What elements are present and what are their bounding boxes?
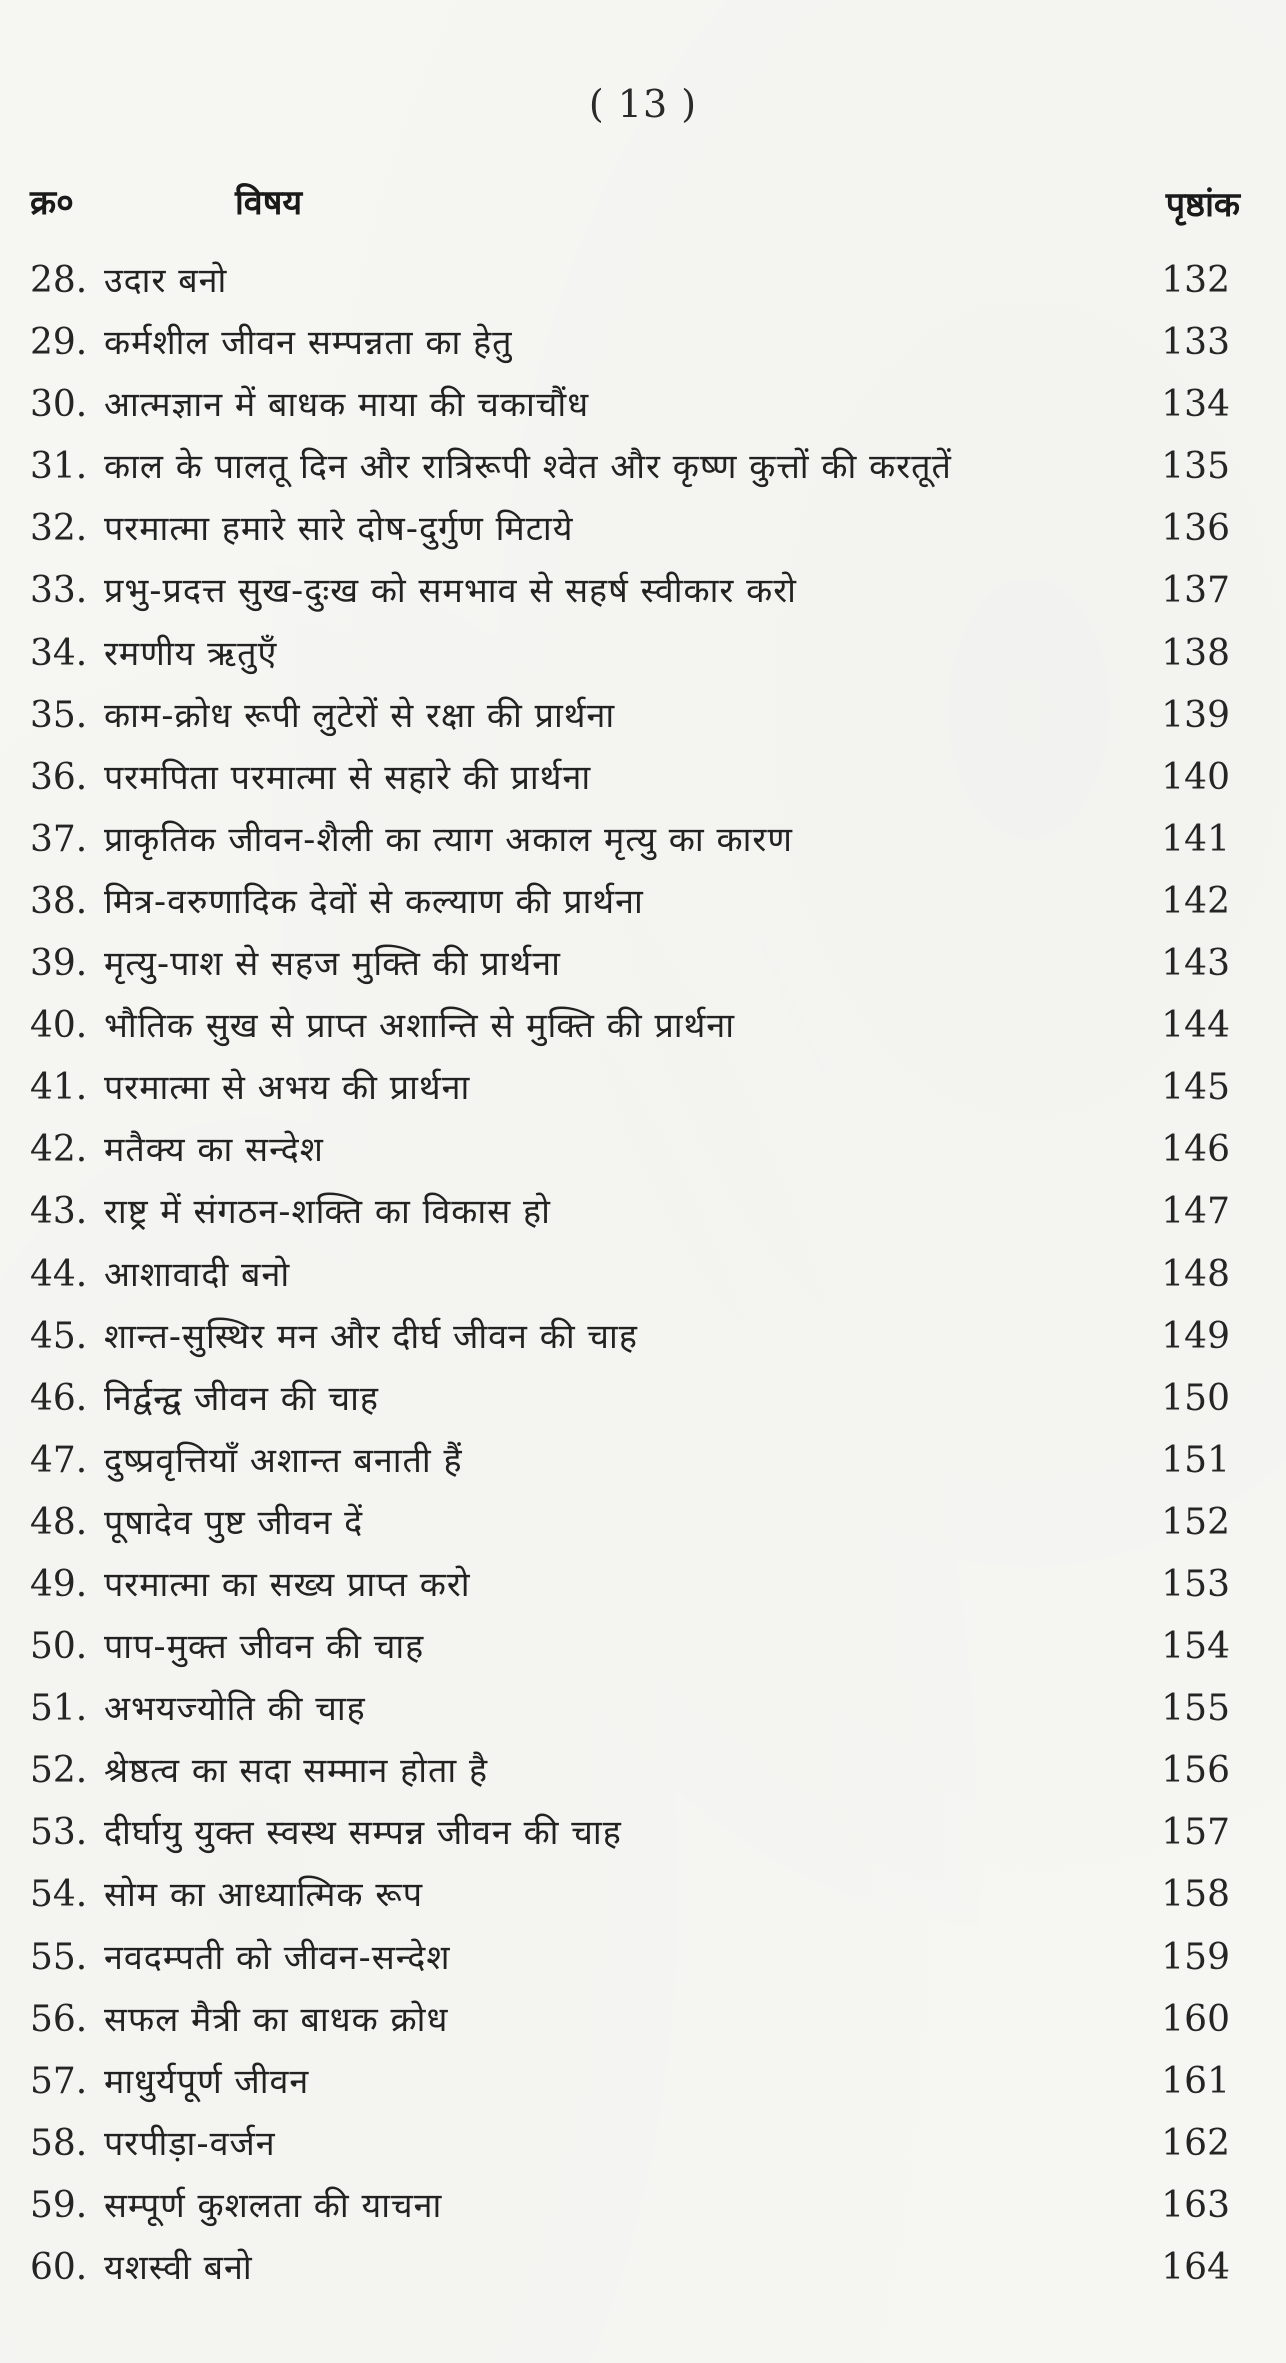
entry-page-number: 158: [1161, 1874, 1230, 1916]
toc-entry: [0, 2242, 1286, 2304]
entry-title: कर्मशील जीवन सम्पन्नता का हेतु: [104, 323, 513, 364]
entry-title: राष्ट्र में संगठन-शक्ति का विकास हो: [104, 1192, 551, 1233]
entry-title: अभयज्योति की चाह: [104, 1689, 366, 1730]
entry-page-number: 147: [1161, 1191, 1230, 1233]
entry-number: 40.: [30, 1005, 88, 1047]
entry-number: 51.: [30, 1688, 88, 1730]
entry-title: सोम का आध्यात्मिक रूप: [104, 1875, 424, 1916]
page-number: ( 13 ): [588, 82, 698, 126]
entry-number: 37.: [30, 818, 88, 860]
toc-entry: [0, 752, 1286, 814]
toc-entry: [0, 2056, 1286, 2118]
toc-entry: [0, 1932, 1286, 1994]
entry-number: 52.: [30, 1750, 88, 1792]
header-serial-label: क्र०: [30, 183, 74, 223]
entry-number: 33.: [30, 570, 88, 612]
entry-page-number: 134: [1161, 384, 1230, 426]
entry-title: काम-क्रोध रूपी लुटेरों से रक्षा की प्रार्थना: [104, 695, 616, 736]
toc-entry: [0, 1062, 1286, 1124]
entry-title: आत्मज्ञान में बाधक माया की चकाचौंध: [104, 385, 590, 426]
toc-entry: [0, 503, 1286, 565]
entry-number: 58.: [30, 2122, 88, 2164]
toc-entry: [0, 1683, 1286, 1745]
toc-entry: [0, 1435, 1286, 1497]
toc-entry: [0, 2118, 1286, 2180]
entry-page-number: 152: [1161, 1501, 1230, 1543]
toc-entry: [0, 565, 1286, 627]
entry-title: परमात्मा का सख्य प्राप्त करो: [104, 1564, 471, 1605]
entry-page-number: 137: [1161, 570, 1230, 612]
entry-title: मतैक्य का सन्देश: [104, 1130, 324, 1171]
entry-title: निर्द्वन्द्व जीवन की चाह: [104, 1378, 379, 1419]
entry-number: 48.: [30, 1501, 88, 1543]
entry-page-number: 135: [1161, 446, 1230, 488]
entry-title: श्रेष्ठत्व का सदा सम्मान होता है: [104, 1751, 489, 1792]
entry-number: 42.: [30, 1129, 88, 1171]
toc-header: [30, 178, 1240, 234]
entry-number: 35.: [30, 694, 88, 736]
toc-entry: [0, 628, 1286, 690]
entry-title: रमणीय ऋतुएँ: [104, 633, 278, 674]
entry-number: 45.: [30, 1315, 88, 1357]
entry-page-number: 150: [1161, 1377, 1230, 1419]
entry-title: काल के पालतू दिन और रात्रिरूपी श्वेत और कृष्ण कुत्तों की करतूतें: [104, 447, 952, 488]
entry-title: सम्पूर्ण कुशलता की याचना: [104, 2185, 443, 2226]
entry-title: दीर्घायु युक्त स्वस्थ सम्पन्न जीवन की चाह: [104, 1813, 622, 1854]
entry-number: 59.: [30, 2184, 88, 2226]
table-of-contents: [0, 255, 1286, 2304]
entry-title: दुष्प्रवृत्तियाँ अशान्त बनाती हैं: [104, 1440, 463, 1481]
entry-page-number: 160: [1161, 1998, 1230, 2040]
entry-page-number: 142: [1161, 880, 1230, 922]
entry-number: 56.: [30, 1998, 88, 2040]
entry-title: परमपिता परमात्मा से सहारे की प्रार्थना: [104, 757, 592, 798]
entry-number: 47.: [30, 1439, 88, 1481]
entry-number: 53.: [30, 1812, 88, 1854]
toc-entry: [0, 255, 1286, 317]
toc-entry: [0, 1994, 1286, 2056]
entry-title: परमात्मा हमारे सारे दोष-दुर्गुण मिटाये: [104, 509, 574, 550]
entry-number: 50.: [30, 1626, 88, 1668]
entry-title: प्राकृतिक जीवन-शैली का त्याग अकाल मृत्यु का कारण: [104, 819, 793, 860]
entry-number: 31.: [30, 446, 88, 488]
toc-entry: [0, 1249, 1286, 1311]
entry-page-number: 145: [1161, 1067, 1230, 1109]
toc-entry: [0, 1186, 1286, 1248]
toc-entry: [0, 690, 1286, 752]
entry-page-number: 154: [1161, 1626, 1230, 1668]
entry-page-number: 133: [1161, 322, 1230, 364]
entry-title: पाप-मुक्त जीवन की चाह: [104, 1627, 425, 1668]
entry-page-number: 162: [1161, 2122, 1230, 2164]
toc-entry: [0, 1373, 1286, 1435]
entry-number: 41.: [30, 1067, 88, 1109]
entry-page-number: 140: [1161, 756, 1230, 798]
toc-entry: [0, 1745, 1286, 1807]
entry-number: 60.: [30, 2247, 88, 2288]
toc-entry: [0, 317, 1286, 379]
entry-page-number: 146: [1161, 1129, 1230, 1171]
entry-number: 49.: [30, 1563, 88, 1605]
entry-title: सफल मैत्री का बाधक क्रोध: [104, 1999, 449, 2040]
entry-page-number: 153: [1161, 1563, 1230, 1605]
entry-number: 34.: [30, 632, 88, 674]
entry-page-number: 151: [1161, 1439, 1230, 1481]
toc-entry: [0, 379, 1286, 441]
entry-title: नवदम्पती को जीवन-सन्देश: [104, 1937, 451, 1978]
entry-page-number: 161: [1161, 2060, 1230, 2102]
entry-page-number: 156: [1161, 1750, 1230, 1792]
toc-entry: [0, 1559, 1286, 1621]
entry-page-number: 163: [1161, 2184, 1230, 2226]
toc-entry: [0, 814, 1286, 876]
entry-title: उदार बनो: [104, 261, 228, 301]
toc-entry: [0, 2180, 1286, 2242]
entry-number: 30.: [30, 384, 88, 426]
entry-title: मित्र-वरुणादिक देवों से कल्याण की प्रार्थना: [104, 881, 644, 922]
toc-entry: [0, 441, 1286, 503]
entry-title: आशावादी बनो: [104, 1254, 291, 1295]
entry-number: 39.: [30, 943, 88, 985]
entry-number: 55.: [30, 1936, 88, 1978]
entry-title: पूषादेव पुष्ट जीवन दें: [104, 1502, 364, 1543]
entry-number: 36.: [30, 756, 88, 798]
entry-page-number: 141: [1161, 818, 1230, 860]
entry-title: शान्त-सुस्थिर मन और दीर्घ जीवन की चाह: [104, 1316, 638, 1357]
header-subject-label: विषय: [235, 183, 303, 223]
entry-page-number: 164: [1161, 2247, 1230, 2288]
toc-entry: [0, 1124, 1286, 1186]
toc-entry: [0, 1621, 1286, 1683]
entry-title: परमात्मा से अभय की प्रार्थना: [104, 1068, 471, 1109]
entry-title: प्रभु-प्रदत्त सुख-दुःख को समभाव से सहर्ष स्वीकार करो: [104, 571, 797, 612]
toc-entry: [0, 1869, 1286, 1931]
entry-title: माधुर्यपूर्ण जीवन: [104, 2061, 310, 2102]
toc-entry: [0, 1000, 1286, 1062]
entry-number: 57.: [30, 2060, 88, 2102]
entry-number: 32.: [30, 508, 88, 550]
entry-page-number: 155: [1161, 1688, 1230, 1730]
entry-number: 43.: [30, 1191, 88, 1233]
entry-title: भौतिक सुख से प्राप्त अशान्ति से मुक्ति की प्रार्थना: [104, 1006, 736, 1047]
entry-page-number: 138: [1161, 632, 1230, 674]
entry-page-number: 143: [1161, 943, 1230, 985]
entry-number: 44.: [30, 1253, 88, 1295]
entry-page-number: 159: [1161, 1936, 1230, 1978]
entry-page-number: 148: [1161, 1253, 1230, 1295]
entry-page-number: 132: [1161, 260, 1230, 301]
toc-entry: [0, 1807, 1286, 1869]
toc-entry: [0, 938, 1286, 1000]
toc-entry: [0, 1311, 1286, 1373]
entry-page-number: 149: [1161, 1315, 1230, 1357]
entry-number: 46.: [30, 1377, 88, 1419]
entry-title: यशस्वी बनो: [104, 2248, 253, 2288]
entry-page-number: 144: [1161, 1005, 1230, 1047]
entry-title: परपीड़ा-वर्जन: [104, 2123, 276, 2164]
entry-page-number: 139: [1161, 694, 1230, 736]
entry-number: 29.: [30, 322, 88, 364]
entry-number: 54.: [30, 1874, 88, 1916]
entry-number: 28.: [30, 260, 88, 301]
toc-entry: [0, 876, 1286, 938]
entry-page-number: 157: [1161, 1812, 1230, 1854]
entry-title: मृत्यु-पाश से सहज मुक्ति की प्रार्थना: [104, 944, 561, 985]
header-page-label: पृष्ठांक: [1165, 185, 1240, 225]
entry-number: 38.: [30, 880, 88, 922]
entry-page-number: 136: [1161, 508, 1230, 550]
toc-entry: [0, 1497, 1286, 1559]
